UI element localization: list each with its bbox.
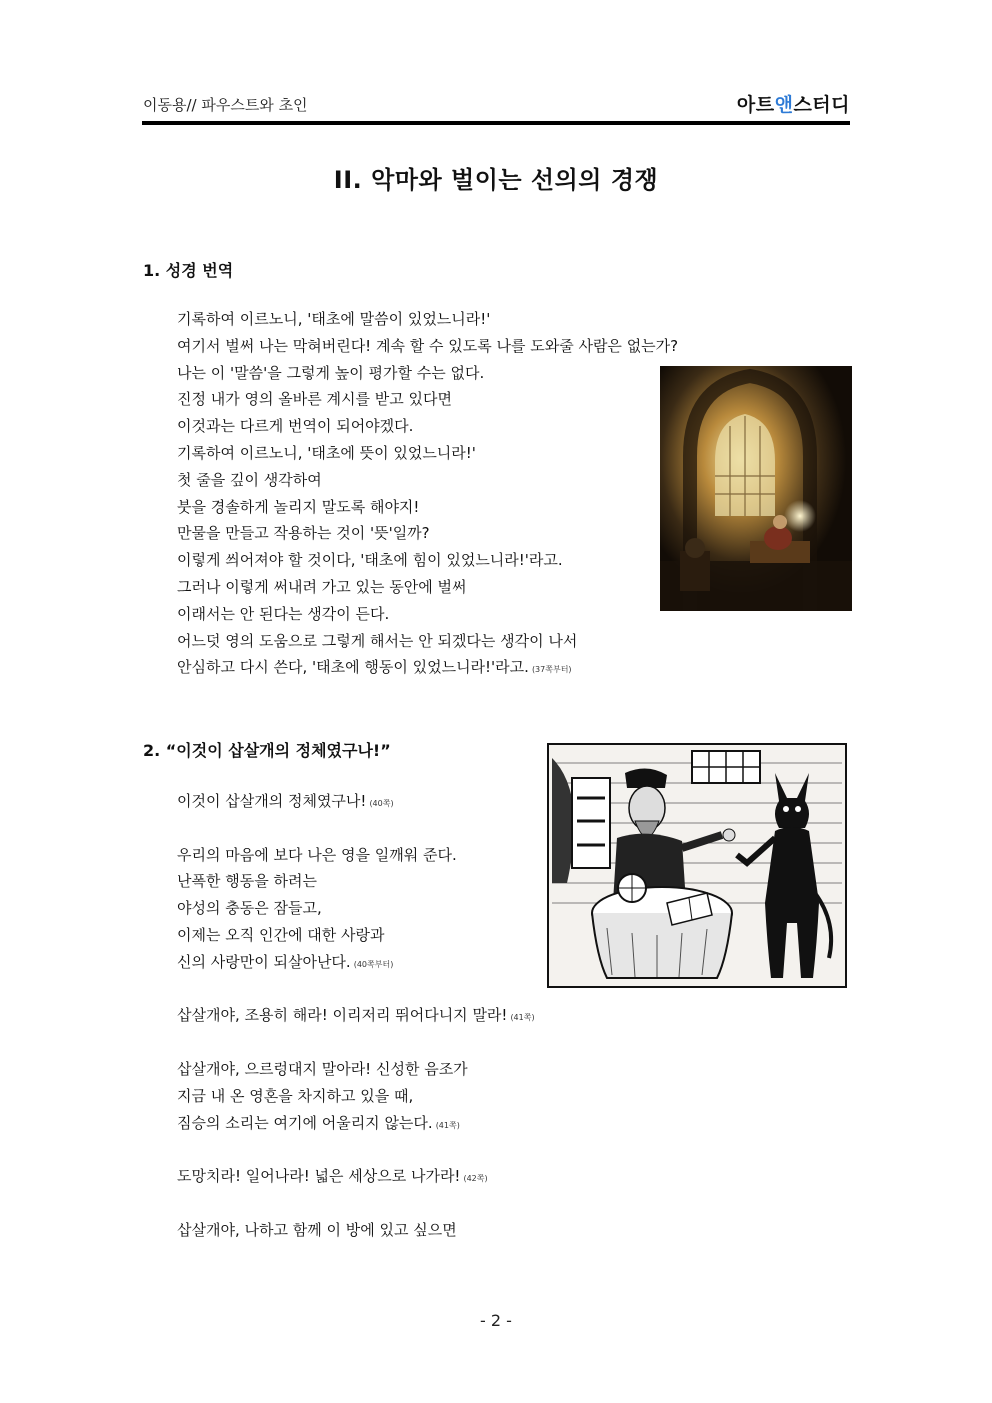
poem-line [177, 815, 535, 842]
poem-line-text: 야성의 충동은 잠들고, [177, 899, 322, 918]
section1-heading: 1. 성경 번역 [143, 261, 234, 280]
poem-line [177, 494, 678, 521]
poem-line [177, 976, 535, 1003]
poem-line-text: 안심하고 다시 쓴다, '태초에 행동이 있었느니라!'라고. [177, 658, 529, 677]
section2-heading: 2. “이것이 삽살개의 정체였구나!” [143, 741, 391, 760]
poem-line-text: 기록하여 이르노니, '태초에 뜻이 있었느니라!' [177, 443, 476, 462]
poem-line-text: 도망치라! 일어나라! 넓은 세상으로 나가라! [177, 1167, 461, 1186]
page-reference-note: (41쪽) [510, 1013, 535, 1023]
poem-line-text: 여기서 벌써 나는 막혀버린다! 계속 할 수 있도록 나를 도와줄 사람은 없는가? [177, 336, 679, 355]
header-rule [142, 121, 850, 125]
brand-text-part1: 아트 [736, 94, 775, 116]
poem-line [177, 520, 678, 547]
poem-line [177, 1002, 535, 1029]
page-number: - 2 - [480, 1311, 512, 1330]
faust-study-painting [660, 366, 852, 611]
poem-line-text: 삽살개야, 조용히 해라! 이리저리 뛰어다니지 말라! [177, 1006, 508, 1025]
poem-line [177, 574, 678, 601]
poem-line-text: 이제는 오직 인간에 대한 사랑과 [177, 925, 385, 944]
poem-line [177, 467, 678, 494]
poem-line [177, 1110, 535, 1137]
poem-line-text: 삽살개야, 나하고 함께 이 방에 있고 싶으면 [177, 1220, 457, 1239]
poem-line [177, 547, 678, 574]
poem-line-text: 만물을 만들고 작용하는 것이 '뜻'일까? [177, 524, 430, 543]
poem-line-text: 우리의 마음에 보다 나은 영을 일깨워 준다. [177, 845, 457, 864]
section1-poem [177, 306, 678, 681]
poem-line [177, 895, 535, 922]
poem-line [177, 1163, 535, 1190]
poem-line-text: 어느덧 영의 도움으로 그렇게 해서는 안 되겠다는 생각이 나서 [177, 631, 578, 650]
poem-line [177, 842, 535, 869]
poem-line [177, 628, 678, 655]
poem-line-text: 붓을 경솔하게 놀리지 말도록 해야지! [177, 497, 420, 516]
page-reference-note: (37쪽부터) [531, 665, 572, 675]
poem-line-text: 이것이 삽살개의 정체였구나! [177, 792, 367, 810]
poem-line-text: 기록하여 이르노니, '태초에 말씀이 있었느니라!' [177, 310, 491, 328]
poem-line [177, 1217, 535, 1244]
poem-line [177, 1190, 535, 1217]
header-author-title: 이동용// 파우스트와 초인 [143, 96, 308, 114]
poem-line [177, 1056, 535, 1083]
poem-line [177, 654, 678, 681]
poem-line [177, 386, 678, 413]
poem-line [177, 1083, 535, 1110]
page-reference-note: (42쪽) [463, 1174, 488, 1184]
page-title: II. 악마와 벌이는 선의의 경쟁 [333, 166, 659, 194]
brand-text-part2: 스터디 [793, 94, 850, 116]
poem-line [177, 868, 535, 895]
poem-line [177, 1029, 535, 1056]
poem-line [177, 922, 535, 949]
poem-line-text: 지금 내 온 영혼을 차지하고 있을 때, [177, 1086, 414, 1105]
poem-line-text: 삽살개야, 으르렁대지 말아라! 신성한 음조가 [177, 1059, 468, 1078]
page-reference-note: (40쪽) [369, 799, 394, 808]
brand-text-accent: 앤 [774, 94, 794, 116]
poem-line [177, 1136, 535, 1163]
poem-line-text: 나는 이 '말씀'을 그렇게 높이 평가할 수는 없다. [177, 363, 485, 382]
faust-devil-woodcut [547, 743, 847, 988]
poem-line [177, 306, 678, 333]
page-reference-note: (40쪽부터) [353, 959, 394, 969]
poem-line [177, 601, 678, 628]
poem-line-text: 이렇게 씌어져야 할 것이다, '태초에 힘이 있었느니라!'라고. [177, 551, 563, 570]
poem-line [177, 949, 535, 976]
poem-line-text: 신의 사랑만이 되살아난다. [177, 952, 351, 971]
poem-line [177, 333, 678, 360]
page-reference-note: (41쪽) [435, 1120, 460, 1130]
poem-line-text: 그러나 이렇게 써내려 가고 있는 동안에 벌써 [177, 577, 467, 596]
poem-line [177, 360, 678, 387]
poem-line [177, 413, 678, 440]
poem-line-text: 첫 줄을 깊이 생각하여 [177, 470, 322, 489]
section2-poem [177, 788, 535, 1244]
poem-line-text: 짐승의 소리는 여기에 어울리지 않는다. [177, 1113, 433, 1132]
poem-line-text: 이래서는 안 된다는 생각이 든다. [177, 604, 390, 623]
poem-line [177, 788, 535, 815]
poem-line [177, 440, 678, 467]
poem-line-text: 진정 내가 영의 올바른 계시를 받고 있다면 [177, 390, 452, 409]
brand-logo [737, 90, 850, 117]
poem-line-text: 난폭한 행동을 하려는 [177, 872, 317, 891]
poem-line-text: 이것과는 다르게 번역이 되어야겠다. [177, 417, 414, 436]
